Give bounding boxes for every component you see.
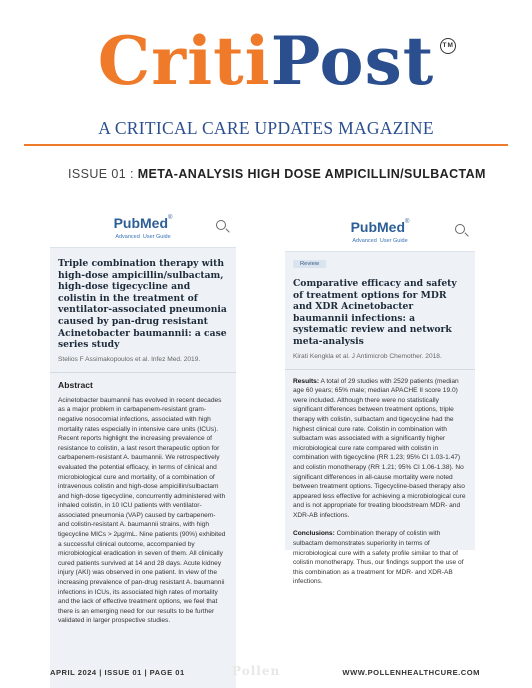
- search-icon[interactable]: [455, 224, 465, 234]
- pubmed-logo[interactable]: PubMed®: [113, 215, 173, 231]
- user-guide-link[interactable]: User Guide: [142, 234, 171, 240]
- conclusions-paragraph: [293, 529, 467, 587]
- pubmed-subnav: [285, 238, 475, 244]
- pubmed-header: [285, 210, 475, 252]
- abstract-text: Acinetobacter baumannii has evolved in recent decades as a major problem in carbapenem-resistant gram-negative nosocomial infections, associated with high mortality rates especially in intensive care units (ICUs). Recent reports highlight the increasing prevalence of resistance to colistin, a last resort therapeutic option for carbapenem-resistant A. baumannii. We retrospectively evaluated the potential efficacy, in terms of clinical and microbiological cure and mortality, of a combination of intravenous colistin and high-dose ampicillin/sulbactam and high-dose tigecycline, concurrently administered with inhaled colistin, in 10 ICU patients with ventilator-associated pneumonia (VAP) caused by carbapenem- and colistin-resistant A. baumannii strains, with high tigecycline MICs > 2μg/mL. Nine patients (90%) exhibited a successful clinical outcome, accompanied by microbiological eradication in seven of them. All clinically cured patients survived at 14 and 28 days. Acute kidney injury (AKI) was observed in one patient. In view of the increasing prevalence of pan-drug resistant A. baumannii infections in ICUs, its associated high rates of mortality and the lack of effective treatment options, we feel that there is an emerging need for our results to be further validated in larger prospective studies.: [58, 396, 226, 625]
- search-icon[interactable]: [216, 220, 226, 230]
- critipost-logo: [97, 22, 454, 100]
- advanced-link[interactable]: Advanced: [115, 234, 140, 240]
- issue-topic: META-ANALYSIS HIGH DOSE AMPICILLIN/SULBACTAM: [137, 167, 486, 181]
- article-byline: Kirati Kengkla et al. J Antimicrob Chemother. 2018.: [293, 352, 442, 360]
- conclusions-label: Conclusions:: [293, 530, 335, 538]
- trademark-icon: TM: [440, 38, 456, 54]
- pubmed-subnav: [50, 234, 236, 240]
- advanced-link[interactable]: Advanced: [352, 238, 377, 244]
- divider: [50, 372, 236, 373]
- pollen-watermark: Pollen: [232, 664, 281, 678]
- logo-post: Post: [270, 22, 435, 100]
- article-title[interactable]: Comparative efficacy and safety of treatment options for MDR and XDR Acinetobacter baumannii infections: a systematic review and network meta-analysis: [293, 278, 457, 347]
- logo-criti: Criti: [97, 22, 271, 100]
- results-label: Results:: [293, 377, 320, 385]
- article-title[interactable]: Triple combination therapy with high-dose ampicillin/sulbactam, high-dose tigecycline and colistin in the treatment of ventilator-associated pneumonia caused by pan-drug resistant Acinetobacter baumannii: a case series study: [58, 258, 227, 351]
- results-paragraph: [293, 377, 467, 521]
- header-divider: [24, 144, 508, 146]
- conclusions-text: Combination therapy of colistin with sulbactam demonstrates superiority in terms of microbiological cure with a safety profile similar to that of colistin monotherapy. Thus, our findings support the use of this combination as a treatment for MDR- and XDR-AB infections.: [293, 530, 464, 586]
- pubmed-logo[interactable]: PubMed®: [350, 219, 410, 235]
- user-guide-link[interactable]: User Guide: [379, 238, 408, 244]
- masthead: [0, 22, 532, 102]
- footer-issue-info: APRIL 2024 | ISSUE 01 | PAGE 01: [50, 668, 185, 677]
- article-card-left: [50, 206, 236, 688]
- results-text: A total of 29 studies with 2529 patients (median age 60 years; 65% male; median APACHE II score 19.0) were included. Although there were no statistically significant differences between treatment options, triple therapy with colistin, sulbactam and tigecycline had the highest clinical cure rate. Colistin in combination with sulbactam was associated with a significantly higher microbiological cure rate compared with colistin in combination with tigecycline (RR 1.23; 95% CI 1.03-1.47) and colistin monotherapy (RR 1.21; 95% CI 1.06-1.38). No significant differences in all-cause mortality were noted between treatment options. Tigecycline-based therapy also appeared less effective for achieving a microbiological cure and is not appropriate for treating bloodstream MDR- and XDR-AB infections.: [293, 377, 466, 519]
- pubmed-header: [50, 206, 236, 248]
- abstract-heading: Abstract: [58, 379, 93, 390]
- article-card-right: [285, 210, 475, 586]
- magazine-tagline: A CRITICAL CARE UPDATES MAGAZINE: [98, 118, 434, 138]
- review-badge: Review: [293, 260, 326, 268]
- divider: [285, 369, 475, 370]
- footer-website-link[interactable]: WWW.POLLENHEALTHCURE.COM: [342, 668, 480, 677]
- article-byline: Stelios F Assimakopoulos et al. Infez Med. 2019.: [58, 355, 201, 363]
- issue-label: ISSUE 01 :: [68, 167, 134, 181]
- issue-heading: [68, 167, 486, 181]
